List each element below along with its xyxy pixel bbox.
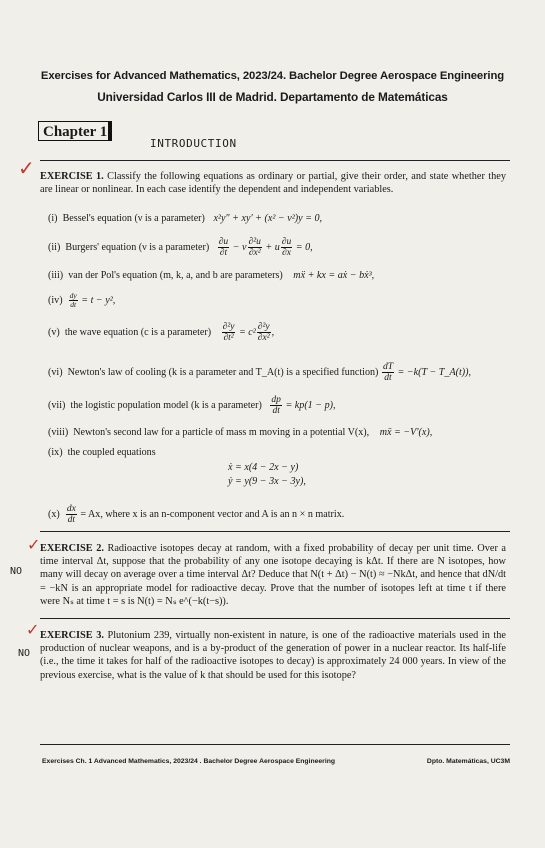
item-number: (vi)	[48, 366, 63, 378]
item-equation: = 0,	[295, 241, 313, 253]
exercise-1-item-ii: (ii) Burgers' equation (ν is a parameter) $\frac{\partial u}{\partial t}$ − ν $\frac{\text{∂²u}}{\text{∂x²}}$ + u $\frac{\partial u}{\partial x}$ = 0,	[48, 237, 313, 258]
header-line-1: Exercises for Advanced Mathematics, 2023/24. Bachelor Degree Aerospace Engineering	[40, 70, 505, 82]
exercise-1-item-x: (x) $\frac{dx}{dt}$ = Ax, where x is an n-component vector and A is an n × n matrix.	[48, 504, 345, 525]
exercise-1-body: Classify the following equations as ordinary or partial, give their order, and state whether they are linear or nonlinear. In each case identify the dependent and independent variables.	[40, 171, 506, 196]
item-number: (iv)	[48, 294, 63, 306]
item-number: (viii)	[48, 427, 69, 438]
item-number: (x)	[48, 508, 60, 520]
checkmark-icon: ✓	[27, 535, 41, 554]
chapter-label: Chapter 1	[38, 121, 112, 141]
checkmark-icon: ✓	[26, 620, 40, 639]
item-number: (iii)	[48, 270, 64, 281]
exercise-3-body: Plutonium 239, virtually non-existent in nature, is one of the radioactive materials used in the production of nuclear weapons, and is a by-product of the generation of power in a nuclear reactor. Its half-life (i.e., the time it takes for half of the radioactive isotopes to decay) is approximately 24 000 years. In view of the previous exercise, what is the value of k that should be used for this isotope?	[40, 630, 506, 681]
coupled-equation-1: ẋ = x(4 − 2x − y)	[228, 462, 299, 473]
item-equation: = −k(T − T_A(t)),	[397, 366, 472, 378]
exercise-1-item-iv: (iv) $\frac{dy}{dt}$ = t − y²,	[48, 291, 116, 309]
item-text: Bessel's equation (ν is a parameter)	[62, 213, 205, 224]
item-number: (i)	[48, 213, 58, 224]
exercise-1-item-vi: (vi) Newton's law of cooling (k is a parameter and T_A(t) is a specified function) $\frac{dT}{dt}$ = −k(T − T_A(t)),	[48, 362, 472, 383]
section-rule	[40, 618, 510, 619]
exercise-1-text	[40, 170, 506, 196]
exercise-1-item-viii	[48, 427, 432, 438]
handwritten-chapter-title: INTRODUCTION	[150, 137, 237, 150]
item-text: the logistic population model (k is a parameter)	[70, 399, 262, 411]
item-text: Newton's second law for a particle of mass m moving in a potential V(x),	[73, 427, 370, 438]
margin-note: NO	[18, 648, 31, 659]
exercise-2-body: Radioactive isotopes decay at random, with a fixed probability of decay per unit time. Over a time interval Δt, suppose that the probability of any one isotope decaying is kΔt. If there are N isotopes, how many will decay on average over a time interval Δt? Deduce that N(t + Δt) − N(t) ≈ −NkΔt, and hence that dN/dt = −kN is an appropriate model for radioactive decay. Prove that the number of isotopes left at time t if there were Nₛ at time t = s is N(t) = Nₛ e^(−k(t−s)).	[40, 543, 506, 607]
chapter-rule	[40, 160, 510, 161]
item-text: Burgers' equation (ν is a parameter)	[65, 241, 210, 253]
item-equation: ,	[271, 326, 275, 338]
exercise-3-text	[40, 629, 506, 682]
header-line-2: Universidad Carlos III de Madrid. Departamento de Matemáticas	[97, 90, 448, 104]
item-text: the wave equation (c is a parameter)	[64, 326, 212, 338]
item-text: = Ax, where x is an n-component vector and A is an n × n matrix.	[80, 508, 345, 520]
margin-note: NO	[10, 566, 23, 577]
item-equation: mẍ + kx = aẋ − bẋ³,	[293, 270, 375, 281]
exercise-1-item-i	[48, 213, 322, 224]
item-equation: mẍ = −V′(x),	[379, 427, 433, 438]
footer-left: Exercises Ch. 1 Advanced Mathematics, 2023/24 . Bachelor Degree Aerospace Engineering	[42, 758, 336, 765]
footer-right: Dpto. Matemáticas, UC3M	[426, 758, 510, 765]
item-text: van der Pol's equation (m, k, a, and b are parameters)	[68, 270, 283, 281]
item-equation: = kp(1 − p),	[285, 399, 336, 411]
item-number: (ii)	[48, 241, 61, 253]
exercise-2-text	[40, 542, 506, 608]
section-rule	[40, 531, 510, 532]
checkmark-icon: ✓	[18, 156, 35, 180]
exercise-1-item-iii	[48, 270, 374, 281]
footer-rule	[40, 744, 510, 745]
item-text: the coupled equations	[67, 447, 156, 458]
item-equation: = t − y²,	[81, 294, 116, 306]
exercise-1-item-vii: (vii) the logistic population model (k is a parameter) $\frac{dp}{dt}$ = kp(1 − p),	[48, 395, 336, 416]
item-number: (ix)	[48, 447, 63, 458]
exercise-1-label: EXERCISE 1.	[40, 171, 104, 182]
item-number: (vii)	[48, 399, 66, 411]
exercise-2-label: EXERCISE 2.	[40, 543, 104, 554]
exercise-3-label: EXERCISE 3.	[40, 630, 104, 641]
item-equation: x²y″ + xy′ + (x² − ν²)y = 0,	[213, 213, 323, 224]
item-text: Newton's law of cooling (k is a parameter and T_A(t) is a specified function)	[67, 366, 379, 378]
coupled-equation-2: ẏ = y(9 − 3x − 3y),	[228, 476, 306, 487]
exercise-1-item-v: (v) the wave equation (c is a parameter) $\frac{\text{∂²y}}{\text{∂t²}}$ = c² $\frac{\text{∂²y}}{\text{∂x²}}$ ,	[48, 322, 275, 343]
item-number: (v)	[48, 326, 60, 338]
exercise-1-item-ix	[48, 447, 156, 458]
